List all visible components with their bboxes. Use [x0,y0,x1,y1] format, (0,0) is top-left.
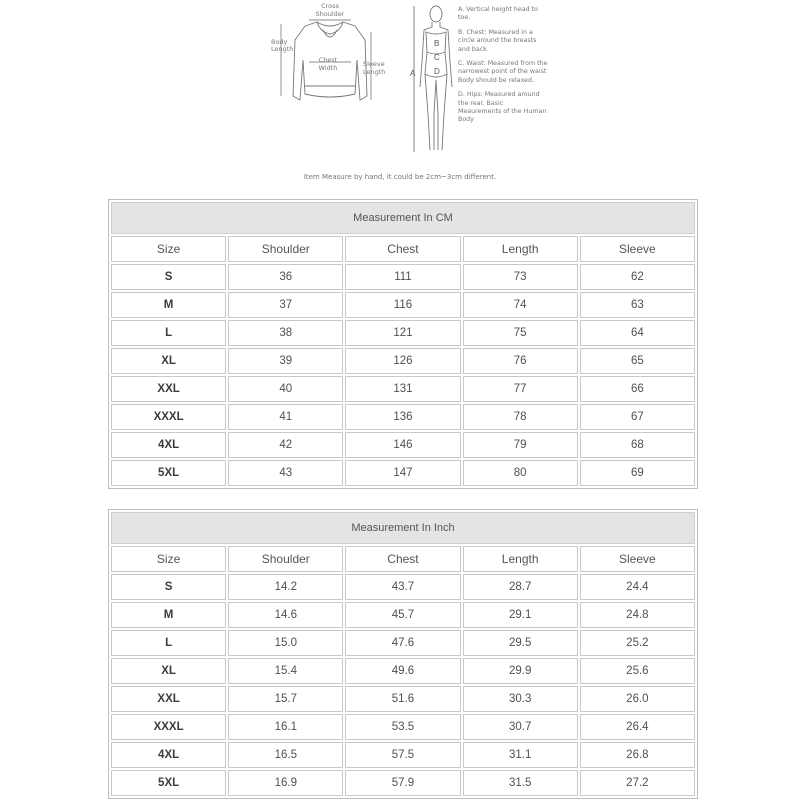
table-title: Measurement In Inch [111,512,695,544]
value-cell: 68 [580,432,695,458]
value-cell: 31.5 [463,770,578,796]
value-cell: 57.9 [345,770,460,796]
table-row [111,460,695,486]
value-cell: 15.4 [228,658,343,684]
value-cell: 29.1 [463,602,578,628]
value-cell: 24.4 [580,574,695,600]
size-cell: M [111,602,226,628]
value-cell: 26.0 [580,686,695,712]
value-cell: 37 [228,292,343,318]
size-cell: 4XL [111,742,226,768]
measurement-guide [0,0,800,195]
value-cell: 80 [463,460,578,486]
size-cell: XL [111,658,226,684]
value-cell: 43 [228,460,343,486]
column-header: Shoulder [228,236,343,262]
value-cell: 57.5 [345,742,460,768]
size-cell: 5XL [111,770,226,796]
sleeve-length-label: Sleeve [363,60,385,68]
value-cell: 38 [228,320,343,346]
value-cell: 51.6 [345,686,460,712]
value-cell: 26.8 [580,742,695,768]
table-row [111,574,695,600]
value-cell: 43.7 [345,574,460,600]
cross-shoulder-label-2: Shoulder [315,10,345,18]
column-header: Chest [345,546,460,572]
value-cell: 66 [580,376,695,402]
value-cell: 76 [463,348,578,374]
value-cell: 15.0 [228,630,343,656]
value-cell: 16.9 [228,770,343,796]
value-cell: 147 [345,460,460,486]
size-table-cm [108,199,698,489]
letter-d: D [434,67,440,76]
value-cell: 74 [463,292,578,318]
value-cell: 26.4 [580,714,695,740]
table-body [111,574,695,796]
value-cell: 73 [463,264,578,290]
table-row [111,770,695,796]
table-row [111,742,695,768]
value-cell: 40 [228,376,343,402]
value-cell: 30.3 [463,686,578,712]
value-cell: 29.9 [463,658,578,684]
value-cell: 126 [345,348,460,374]
value-cell: 63 [580,292,695,318]
column-header: Length [463,546,578,572]
table-row [111,264,695,290]
table-row [111,320,695,346]
table-title: Measurement In CM [111,202,695,234]
value-cell: 28.7 [463,574,578,600]
size-cell: L [111,320,226,346]
value-cell: 67 [580,404,695,430]
size-cell: M [111,292,226,318]
chest-width-label-2: Width [318,64,338,72]
value-cell: 69 [580,460,695,486]
cross-shoulder-label: Cross [321,2,339,10]
value-cell: 146 [345,432,460,458]
size-cell: XXXL [111,714,226,740]
value-cell: 78 [463,404,578,430]
column-header: Size [111,236,226,262]
size-cell: S [111,574,226,600]
size-cell: L [111,630,226,656]
sleeve-length-label-2: Length [363,68,386,76]
size-cell: XXL [111,376,226,402]
column-header: Sleeve [580,546,695,572]
value-cell: 39 [228,348,343,374]
value-cell: 29.5 [463,630,578,656]
value-cell: 31.1 [463,742,578,768]
value-cell: 62 [580,264,695,290]
letter-a: A [410,69,416,78]
measurement-notes [458,6,548,131]
value-cell: 49.6 [345,658,460,684]
value-cell: 16.5 [228,742,343,768]
table-row [111,602,695,628]
table-row [111,686,695,712]
value-cell: 77 [463,376,578,402]
table-row [111,630,695,656]
note-c: C. Waist: Measured from the narrowest point of the waist Body should be relaxed. [458,60,548,84]
table-row [111,658,695,684]
size-cell: XXXL [111,404,226,430]
note-a: A. Vertical height head to toe. [458,6,538,22]
table-row [111,376,695,402]
value-cell: 111 [345,264,460,290]
value-cell: 131 [345,376,460,402]
value-cell: 15.7 [228,686,343,712]
value-cell: 30.7 [463,714,578,740]
value-cell: 45.7 [345,602,460,628]
size-table-inch [108,509,698,799]
body-diagram [410,2,460,157]
value-cell: 25.2 [580,630,695,656]
table-row [111,348,695,374]
value-cell: 25.6 [580,658,695,684]
value-cell: 14.2 [228,574,343,600]
value-cell: 24.8 [580,602,695,628]
chest-width-label: Chest [318,56,338,64]
value-cell: 64 [580,320,695,346]
size-cell: S [111,264,226,290]
letter-c: C [434,53,440,62]
column-header: Length [463,236,578,262]
value-cell: 79 [463,432,578,458]
column-header: Size [111,546,226,572]
note-b: B. Chest: Measured in a circle around the breasts and back. [458,28,537,53]
value-cell: 47.6 [345,630,460,656]
column-header: Sleeve [580,236,695,262]
value-cell: 65 [580,348,695,374]
column-header: Shoulder [228,546,343,572]
value-cell: 136 [345,404,460,430]
value-cell: 16.1 [228,714,343,740]
measure-footnote: Item Measure by hand, it could be 2cm~3cm different. [303,173,497,181]
table-row [111,432,695,458]
table-body [111,264,695,486]
body-length-label-2: Length [271,45,294,53]
note-d: D. Hips: Measured around the rear. Basic Meaurements of the Human Body [458,91,547,124]
value-cell: 14.6 [228,602,343,628]
table-row [111,714,695,740]
value-cell: 36 [228,264,343,290]
value-cell: 42 [228,432,343,458]
table-row [111,404,695,430]
size-cell: XXL [111,686,226,712]
column-header: Chest [345,236,460,262]
value-cell: 75 [463,320,578,346]
value-cell: 27.2 [580,770,695,796]
table-row [111,292,695,318]
letter-b: B [434,39,440,48]
body-length-label: Body [271,38,288,46]
size-cell: XL [111,348,226,374]
value-cell: 116 [345,292,460,318]
size-cell: 4XL [111,432,226,458]
value-cell: 53.5 [345,714,460,740]
value-cell: 121 [345,320,460,346]
value-cell: 41 [228,404,343,430]
size-cell: 5XL [111,460,226,486]
garment-diagram [265,0,395,110]
